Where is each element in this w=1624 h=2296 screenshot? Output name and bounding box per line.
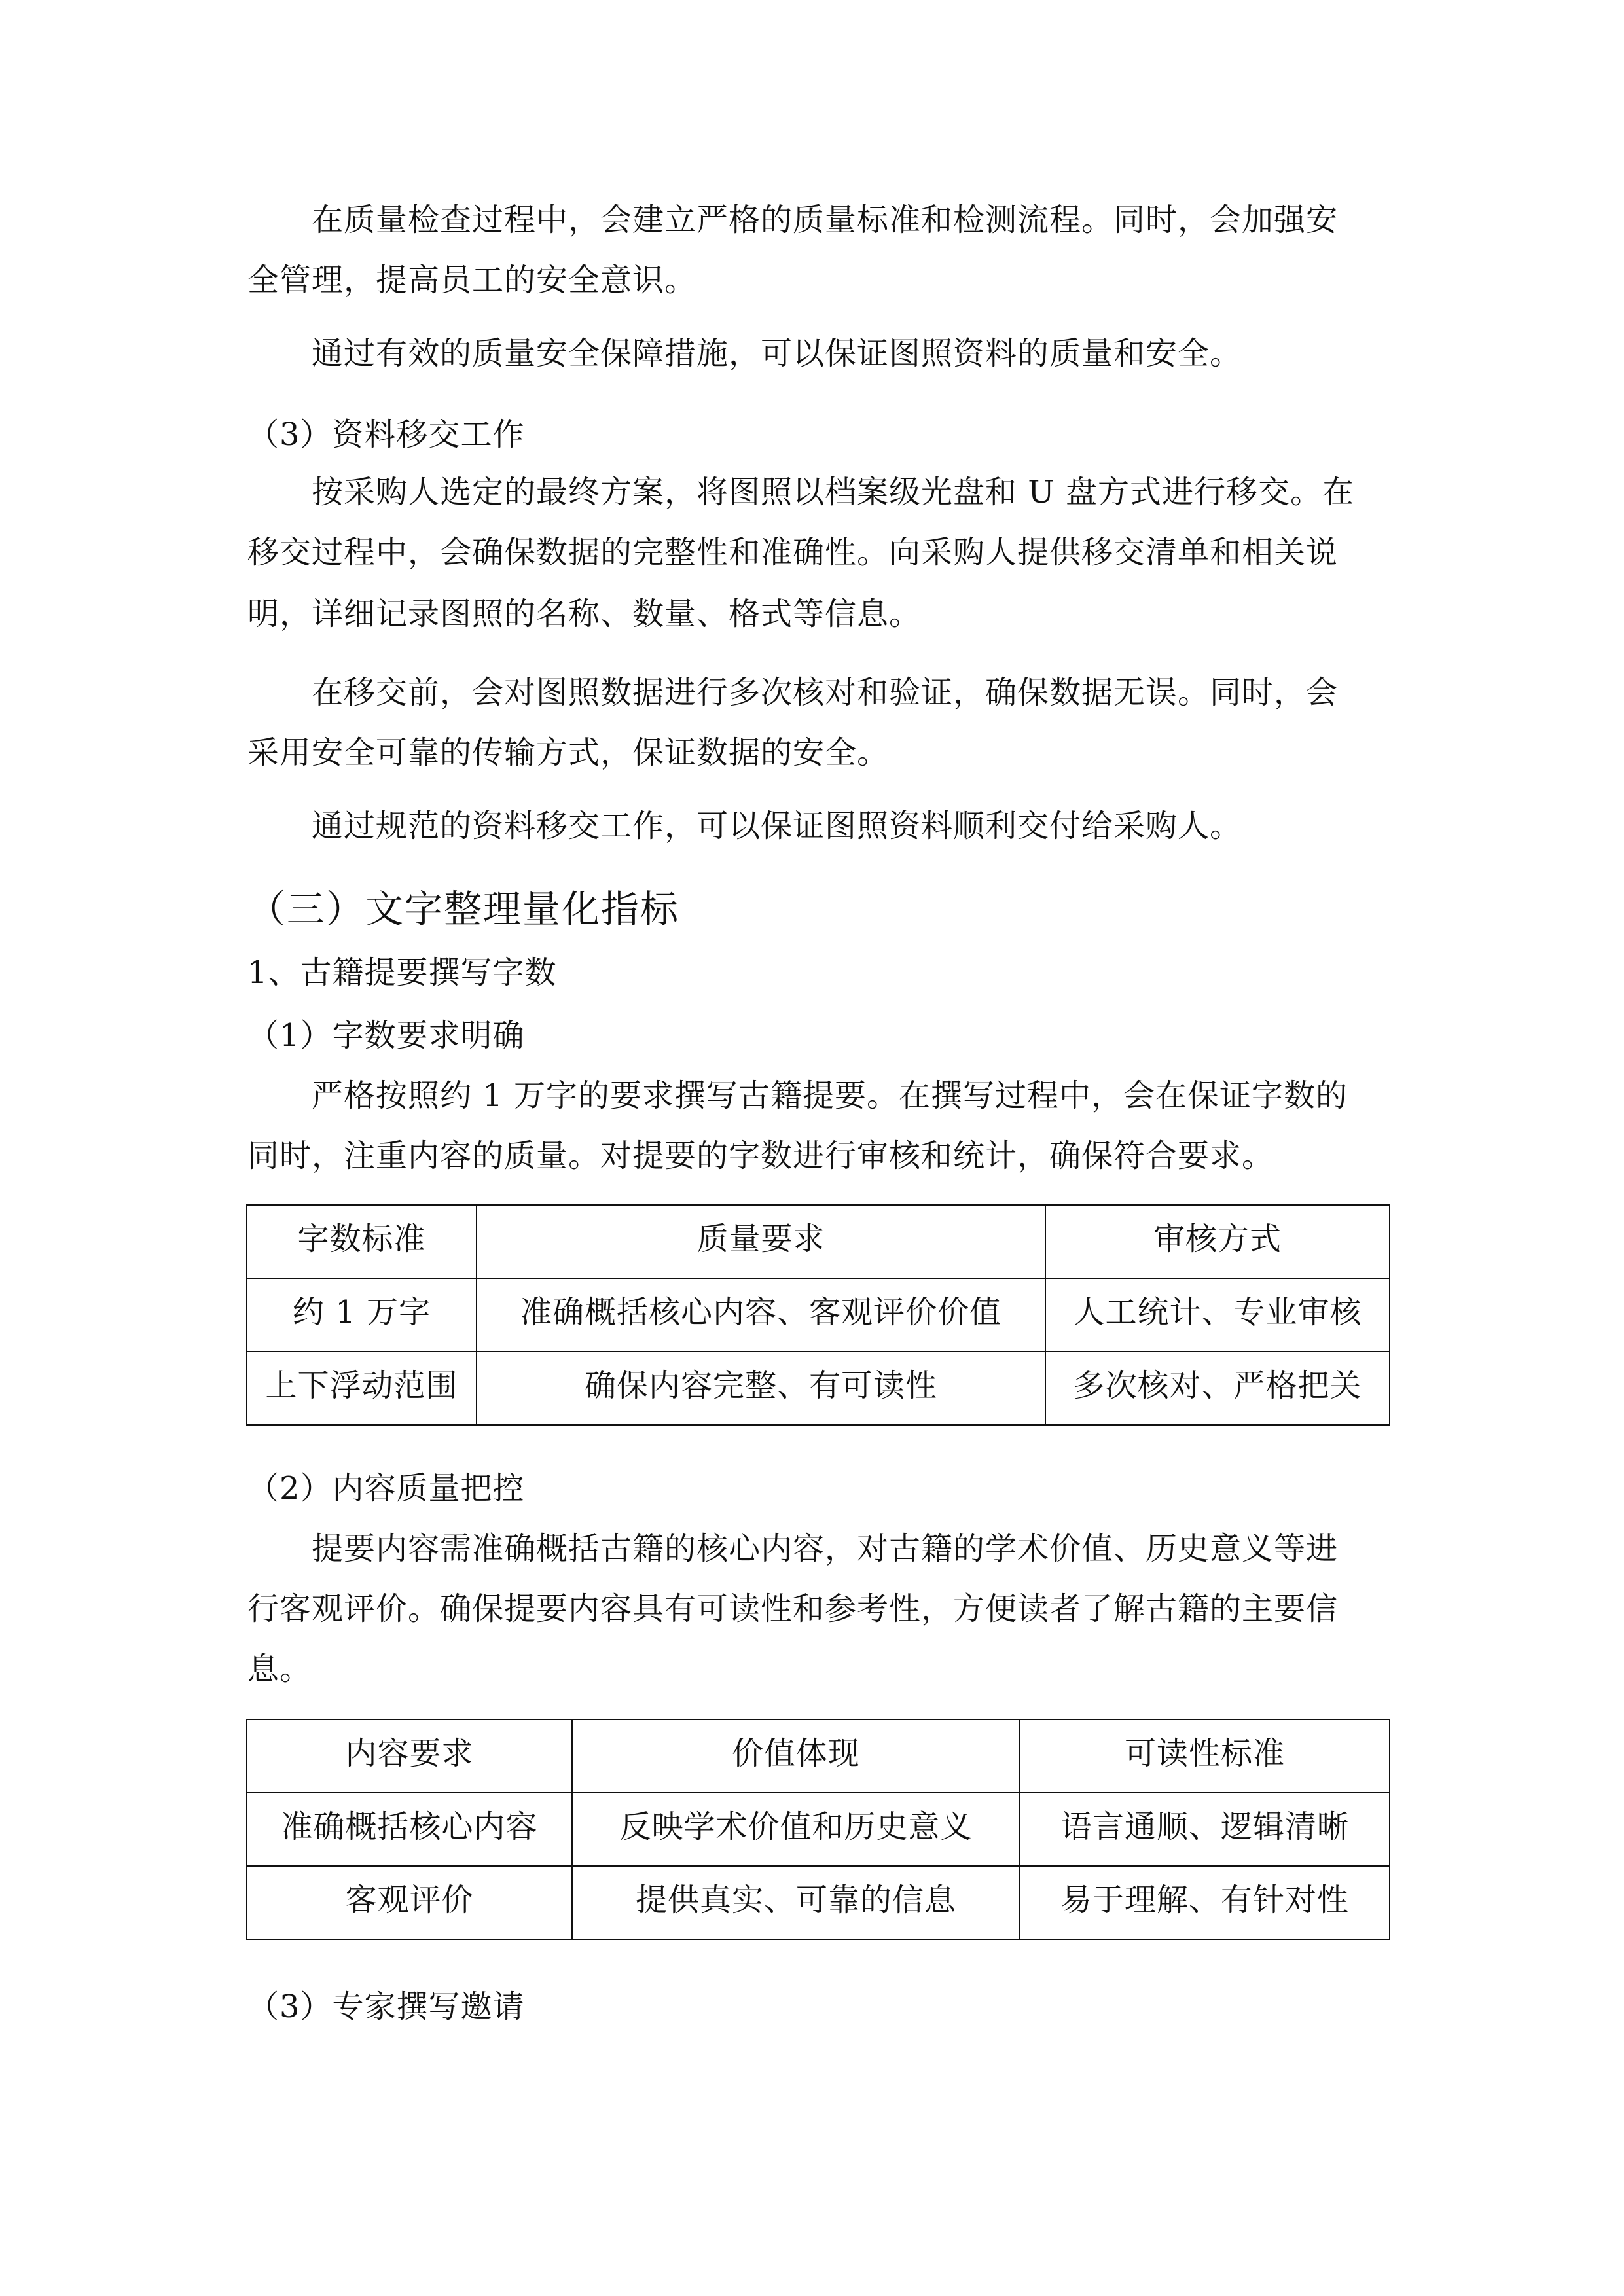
table-row — [247, 1352, 1390, 1425]
table-cell: 易于理解、有针对性 — [1020, 1866, 1390, 1939]
table-cell: 准确概括核心内容、客观评价价值 — [477, 1278, 1045, 1352]
table-header-cell: 内容要求 — [247, 1719, 572, 1793]
paragraph-line: 同时，注重内容的质量。对提要的字数进行审核和统计，确保符合要求。 — [247, 1138, 1274, 1174]
paragraph-line: 提要内容需准确概括古籍的核心内容，对古籍的学术价值、历史意义等进 — [312, 1530, 1339, 1567]
table-cell: 准确概括核心内容 — [247, 1793, 572, 1866]
content-quality-table — [246, 1719, 1390, 1940]
table-row — [247, 1866, 1390, 1939]
paragraph-line: 通过有效的质量安全保障措施，可以保证图照资料的质量和安全。 — [312, 335, 1242, 372]
table-header-cell: 审核方式 — [1045, 1205, 1390, 1278]
table-header-row — [247, 1205, 1390, 1278]
table-cell: 客观评价 — [247, 1866, 572, 1939]
paragraph-line: 明，详细记录图照的名称、数量、格式等信息。 — [247, 596, 922, 632]
table-header-row — [247, 1719, 1390, 1793]
table-header-cell: 字数标准 — [247, 1205, 477, 1278]
table-cell: 语言通顺、逻辑清晰 — [1020, 1793, 1390, 1866]
paragraph-line: 息。 — [247, 1651, 312, 1687]
subheading-transfer: （3）资料移交工作 — [247, 416, 525, 453]
table-cell: 约 1 万字 — [247, 1278, 477, 1352]
subheading-expert: （3）专家撰写邀请 — [247, 1988, 525, 2025]
paragraph-line: 严格按照约 1 万字的要求撰写古籍提要。在撰写过程中，会在保证字数的 — [312, 1077, 1348, 1114]
table-cell: 多次核对、严格把关 — [1045, 1352, 1390, 1425]
table-header-cell: 价值体现 — [572, 1719, 1020, 1793]
table-cell: 确保内容完整、有可读性 — [477, 1352, 1045, 1425]
table-row — [247, 1278, 1390, 1352]
table-header-cell: 可读性标准 — [1020, 1719, 1390, 1793]
sub-title: 1、古籍提要撰写字数 — [247, 954, 557, 991]
paragraph-line: 通过规范的资料移交工作，可以保证图照资料顺利交付给采购人。 — [312, 808, 1242, 844]
paragraph-line: 全管理，提高员工的安全意识。 — [247, 262, 697, 298]
table-cell: 反映学术价值和历史意义 — [572, 1793, 1020, 1866]
paragraph-line: 按采购人选定的最终方案，将图照以档案级光盘和 U 盘方式进行移交。在 — [312, 474, 1354, 511]
subheading-wordcount: （1）字数要求明确 — [247, 1017, 525, 1054]
paragraph-line: 在移交前，会对图照数据进行多次核对和验证，确保数据无误。同时，会 — [312, 674, 1339, 711]
paragraph-line: 在质量检查过程中，会建立严格的质量标准和检测流程。同时，会加强安 — [312, 202, 1339, 238]
table-cell: 人工统计、专业审核 — [1045, 1278, 1390, 1352]
paragraph-line: 行客观评价。确保提要内容具有可读性和参考性，方便读者了解古籍的主要信 — [247, 1590, 1339, 1627]
wordcount-table — [246, 1204, 1390, 1426]
subheading-quality: （2）内容质量把控 — [247, 1470, 525, 1507]
table-cell: 上下浮动范围 — [247, 1352, 477, 1425]
paragraph-line: 采用安全可靠的传输方式，保证数据的安全。 — [247, 734, 890, 771]
table-cell: 提供真实、可靠的信息 — [572, 1866, 1020, 1939]
table-header-cell: 质量要求 — [477, 1205, 1045, 1278]
table-row — [247, 1793, 1390, 1866]
section-title: （三）文字整理量化指标 — [247, 887, 680, 931]
paragraph-line: 移交过程中，会确保数据的完整性和准确性。向采购人提供移交清单和相关说 — [247, 534, 1339, 571]
